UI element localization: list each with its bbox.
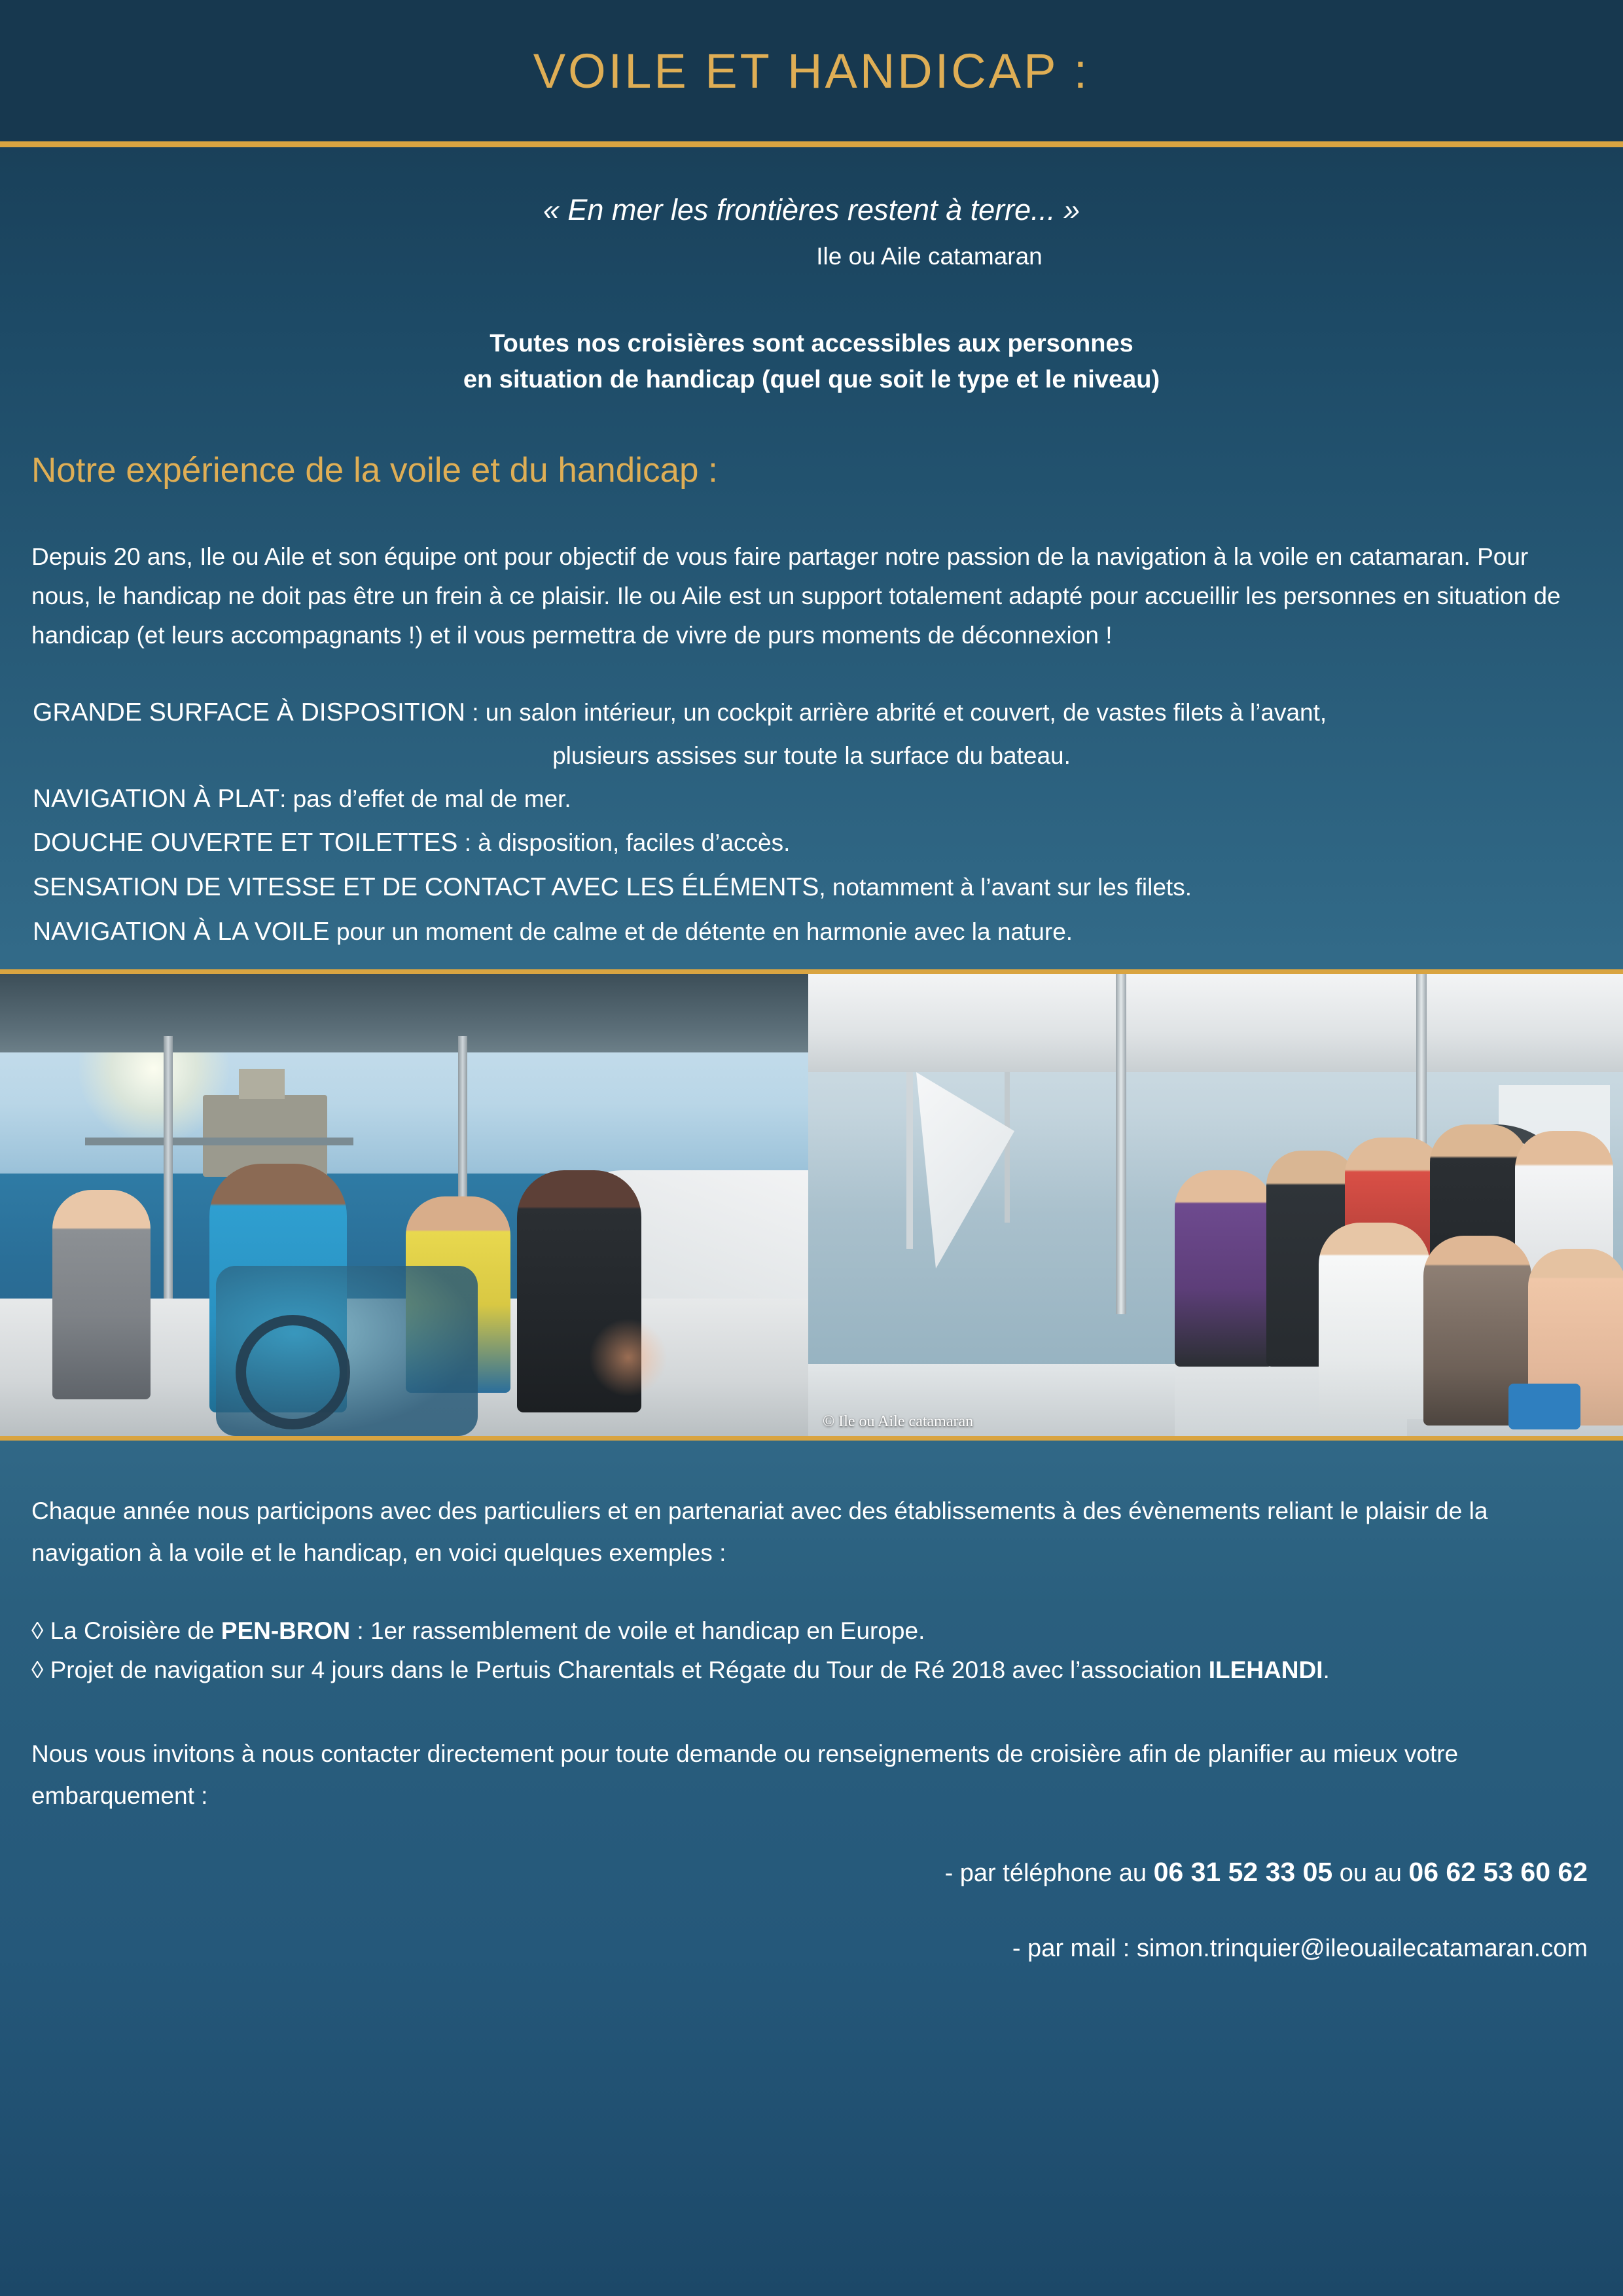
contact-phone-label: - par téléphone au (944, 1859, 1154, 1888)
photo-right-person-1 (1175, 1170, 1273, 1367)
experience-paragraph: Depuis 20 ans, Ile ou Aile et son équipe ont pour objectif de vous faire partager notre passion de la navigation à la voile en catamaran. Pour nous, le handicap ne doit pas être un frein à ce plaisir. Ile ou Aile est un support totalement adapté pour accueillir les personnes en situation de handicap (et leurs accompagnants !) et il vous permettra de vivre de purs moments de déconnexion ! (31, 543, 1561, 649)
feature-item (33, 911, 1590, 953)
page-header (0, 0, 1623, 147)
contact-phone-row (31, 1857, 1588, 1888)
feature-key: SENSATION DE VITESSE ET DE CONTACT AVEC LES ÉLÉMENTS (33, 872, 819, 901)
photo-left-canopy (0, 974, 808, 1052)
contact-block (31, 1857, 1588, 1963)
contact-phone-separator: ou au (1332, 1859, 1409, 1888)
photo-right-bimini (808, 974, 1623, 1072)
quote-block (0, 147, 1623, 270)
photo-right (808, 974, 1623, 1436)
contact-email[interactable]: simon.trinquier@ileouailecatamaran.com (1136, 1935, 1588, 1963)
event-prefix: La Croisière de (43, 1617, 221, 1645)
feature-item (33, 778, 1590, 820)
feature-key: NAVIGATION À LA VOILE (33, 917, 330, 946)
feature-item (33, 822, 1590, 864)
contact-mail-row (31, 1935, 1588, 1963)
contact-mail-label: - par mail : (1012, 1935, 1137, 1963)
feature-list (33, 692, 1590, 952)
event-bullet-icon: ◊ (31, 1657, 44, 1684)
events-list (31, 1611, 1592, 1690)
photo-right-pole (1116, 974, 1126, 1314)
page-title: VOILE ET HANDICAP : (533, 43, 1090, 98)
event-prefix: Projet de navigation sur 4 jours dans le Pertuis Charentals et Régate du Tour de Ré 2018 avec l’association (43, 1657, 1209, 1684)
invitation-paragraph: Nous vous invitons à nous contacter directement pour toute demande ou renseignements de croisière afin de planifier au mieux votre embarquement : (31, 1740, 1459, 1809)
accessibility-line-2: en situation de handicap (quel que soit le type et le niveau) (463, 366, 1160, 394)
photo-right-mast (906, 1052, 913, 1249)
feature-key: DOUCHE OUVERTE ET TOILETTES (33, 829, 458, 857)
contact-phone-1[interactable]: 06 31 52 33 05 (1153, 1857, 1333, 1888)
photo-left-wheelchair-wheel (236, 1315, 350, 1429)
feature-value: : pas d’effet de mal de mer. (279, 785, 571, 812)
feature-key: NAVIGATION À PLAT (33, 784, 280, 813)
feature-value: : à disposition, faciles d’accès. (457, 829, 791, 857)
photo-left-person-1 (52, 1190, 151, 1399)
feature-item (33, 867, 1590, 908)
contact-phone-2[interactable]: 06 62 53 60 62 (1408, 1857, 1588, 1888)
photo-left-pier (85, 1138, 353, 1145)
event-item (31, 1611, 1592, 1651)
event-suffix: . (1323, 1657, 1330, 1684)
feature-item (33, 692, 1590, 734)
event-bullet-icon: ◊ (31, 1617, 44, 1645)
feature-item-continuation: plusieurs assises sur toute la surface du bateau. (552, 742, 1071, 769)
experience-heading: Notre expérience de la voile et du handicap : (31, 451, 718, 490)
accessibility-line-1: Toutes nos croisières sont accessibles aux personnes (490, 330, 1133, 357)
event-name: ILEHANDI (1208, 1657, 1323, 1684)
photo-left (0, 974, 808, 1436)
quote-attribution: Ile ou Aile catamaran (816, 243, 1043, 270)
participation-paragraph: Chaque année nous participons avec des particuliers et en partenariat avec des établissements à des évènements reliant le plaisir de la navigation à la voile et le handicap, en voici quelques exemples : (31, 1498, 1488, 1566)
photo-strip (0, 969, 1623, 1441)
photo-left-support-bar (164, 1036, 173, 1311)
event-item (31, 1651, 1592, 1690)
photo-right-person-6 (1319, 1223, 1430, 1419)
feature-value: pour un moment de calme et de détente en harmonie avec la nature. (329, 918, 1073, 945)
photo-right-stool (1508, 1384, 1580, 1429)
event-name: PEN-BRON (221, 1617, 351, 1645)
event-suffix: : 1er rassemblement de voile et handicap en Europe. (350, 1617, 925, 1645)
quote-text: « En mer les frontières restent à terre... » (543, 193, 1080, 226)
photo-credit: © Ile ou Aile catamaran (823, 1413, 974, 1431)
accessibility-statement (0, 326, 1623, 398)
feature-value: : un salon intérieur, un cockpit arrière abrité et couvert, de vastes filets à l’avant, (465, 699, 1327, 726)
feature-key: GRANDE SURFACE À DISPOSITION (33, 698, 465, 726)
feature-value: , notamment à l’avant sur les filets. (819, 873, 1192, 901)
photo-left-lens-flare (589, 1318, 668, 1397)
